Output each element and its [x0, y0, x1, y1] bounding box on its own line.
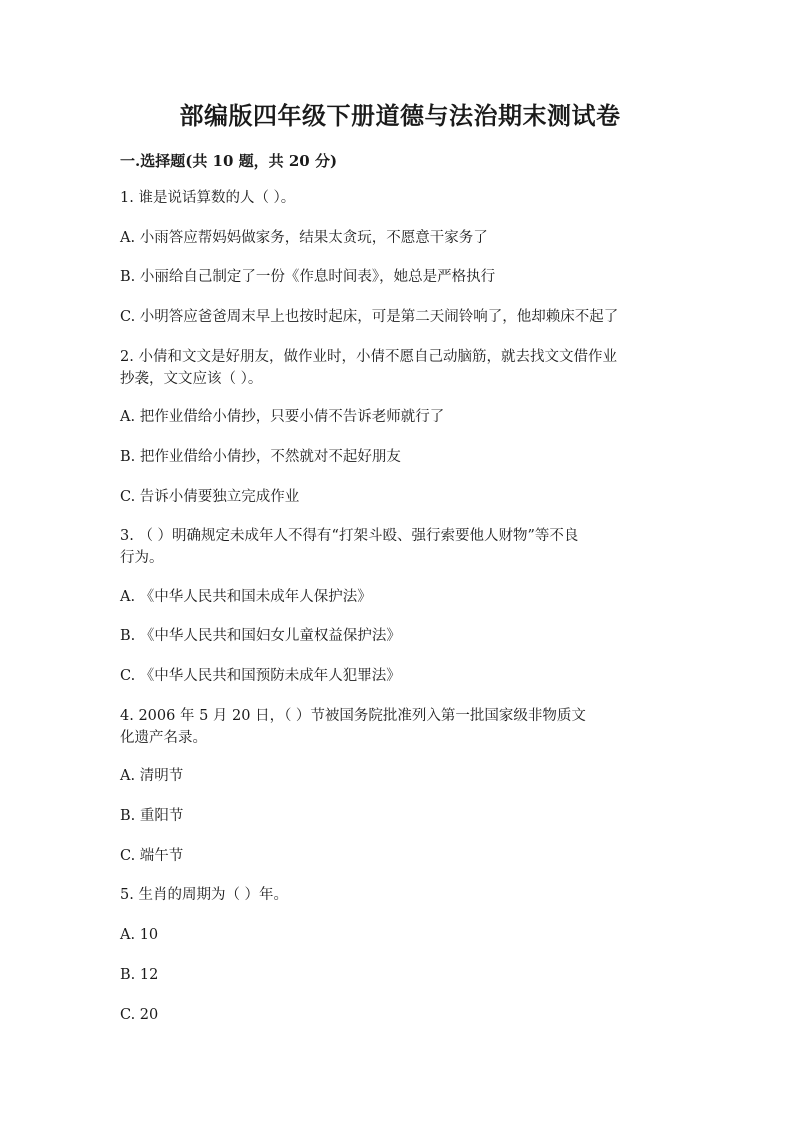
question-4-stem-line1: 4. 2006 年 5 月 20 日，（ ）节被国务院批准列入第一批国家级非物质文: [120, 708, 586, 724]
question-4-option-a: A. 清明节: [120, 768, 184, 784]
exam-title: 部编版四年级下册道德与法治期末测试卷: [179, 101, 621, 130]
question-5-option-a: A. 10: [120, 927, 159, 943]
section-heading: 一.选择题(共 10 题，共 20 分): [120, 152, 338, 170]
question-3-option-c: C. 《中华人民共和国预防未成年人犯罪法》: [120, 668, 401, 684]
question-3-option-a: A. 《中华人民共和国未成年人保护法》: [120, 589, 372, 605]
question-3-stem-line1: 3. （ ）明确规定未成年人不得有“打架斗殴、强行索要他人财物”等不良: [120, 528, 579, 544]
question-1-option-b: B. 小丽给自己制定了一份《作息时间表》，她总是严格执行: [120, 269, 496, 285]
question-2-option-c: C. 告诉小倩要独立完成作业: [120, 489, 300, 505]
question-2-stem-line1: 2. 小倩和文文是好朋友，做作业时，小倩不愿自己动脑筋，就去找文文借作业: [120, 349, 617, 365]
question-2-option-b: B. 把作业借给小倩抄，不然就对不起好朋友: [120, 449, 401, 465]
question-1-option-a: A. 小雨答应帮妈妈做家务，结果太贪玩，不愿意干家务了: [120, 230, 488, 246]
question-4-option-c: C. 端午节: [120, 848, 184, 864]
question-3-option-b: B. 《中华人民共和国妇女儿童权益保护法》: [120, 628, 401, 644]
question-2-option-a: A. 把作业借给小倩抄，只要小倩不告诉老师就行了: [120, 409, 445, 425]
question-5-option-c: C. 20: [120, 1007, 159, 1023]
question-5-option-b: B. 12: [120, 967, 159, 983]
question-4-option-b: B. 重阳节: [120, 808, 184, 824]
question-5-stem: 5. 生肖的周期为（ ）年。: [120, 887, 289, 903]
question-2-stem-line2: 抄袭，文文应该（ ）。: [120, 371, 263, 387]
question-3-stem-line2: 行为。: [120, 550, 164, 566]
question-1-stem: 1. 谁是说话算数的人（ ）。: [120, 190, 296, 206]
question-4-stem-line2: 化遗产名录。: [120, 730, 207, 746]
question-1-option-c: C. 小明答应爸爸周末早上也按时起床，可是第二天闹铃响了，他却赖床不起了: [120, 309, 619, 325]
